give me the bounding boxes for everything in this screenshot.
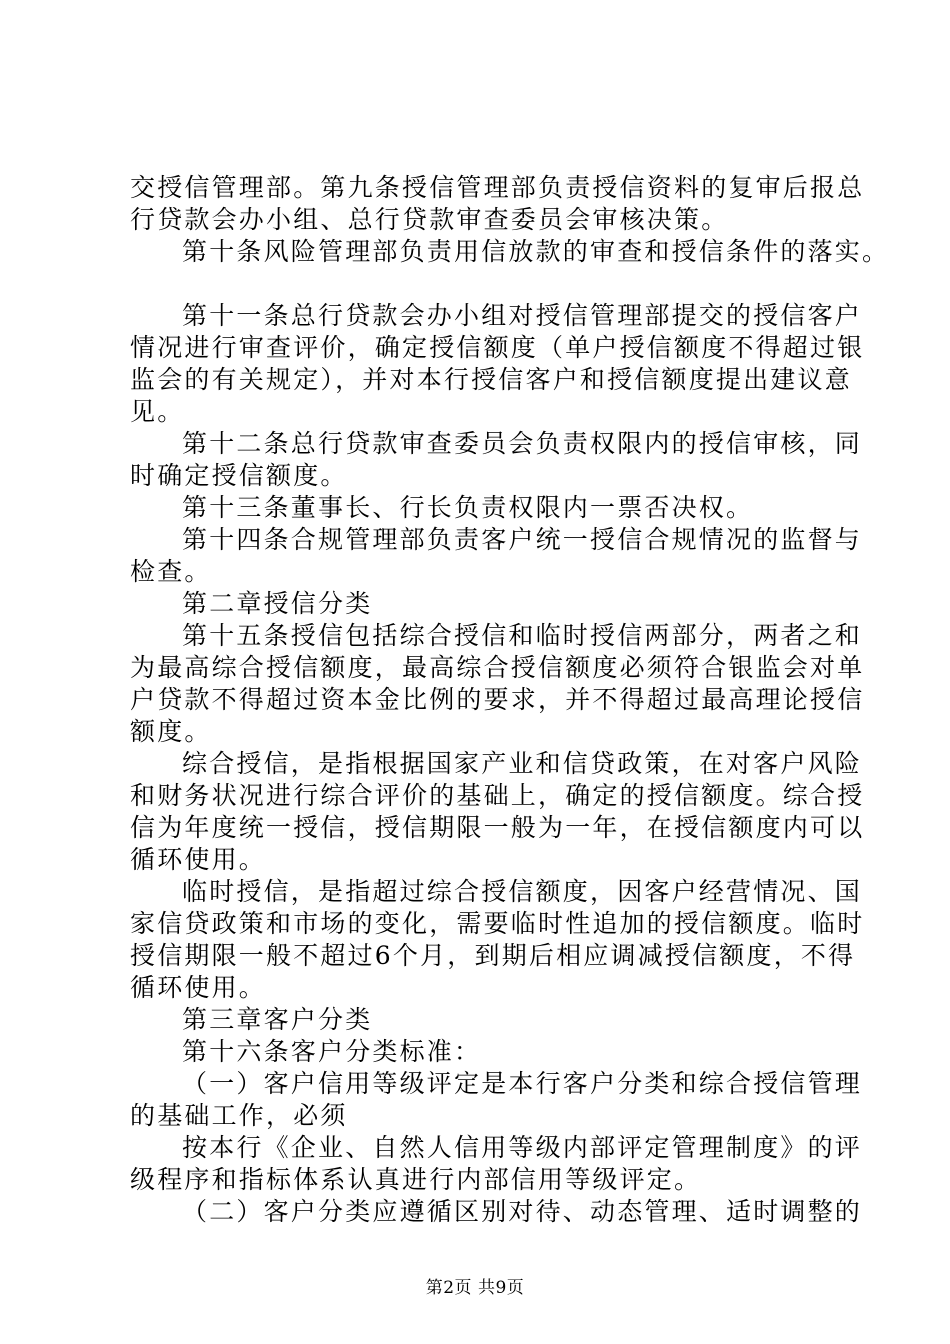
text-line: 户贷款不得超过资本金比例的要求，并不得超过最高理论授信 [130, 685, 865, 714]
text-line: 第十一条总行贷款会办小组对授信管理部提交的授信客户 [182, 301, 863, 330]
text-line: 和财务状况进行综合评价的基础上，确定的授信额度。综合授 [130, 781, 865, 810]
text-line: 第十二条总行贷款审查委员会负责权限内的授信审核，同 [182, 429, 863, 458]
text-line: 信为年度统一授信，授信期限一般为一年，在授信额度内可以 [130, 813, 865, 842]
text-line: 第十三条董事长、行长负责权限内一票否决权。 [182, 493, 754, 522]
chapter-heading: 第二章授信分类 [182, 589, 373, 618]
text-line: 循环使用。 [130, 973, 267, 1002]
text-line: （二）客户分类应遵循区别对待、动态管理、适时调整的 [182, 1197, 863, 1226]
chapter-heading: 第三章客户分类 [182, 1005, 373, 1034]
text-line: 的基础工作，必须 [130, 1101, 348, 1130]
text-line: 家信贷政策和市场的变化，需要临时性追加的授信额度。临时 [130, 909, 865, 938]
text-line: 检查。 [130, 557, 212, 586]
paragraph-gap [130, 268, 832, 300]
text-line: 时确定授信额度。 [130, 461, 348, 490]
text-line: （一）客户信用等级评定是本行客户分类和综合授信管理 [182, 1069, 863, 1098]
text-line: 行贷款会办小组、总行贷款审查委员会审核决策。 [130, 205, 729, 234]
text-line: 见。 [130, 397, 185, 426]
document-body [130, 172, 890, 1228]
text-line: 情况进行审查评价，确定授信额度（单户授信额度不得超过银 [130, 333, 865, 362]
text-line: 第十六条客户分类标准： [182, 1037, 482, 1066]
text-line: 监会的有关规定），并对本行授信客户和授信额度提出建议意 [130, 365, 852, 394]
text-line: 授信期限一般不超过6个月，到期后相应调减授信额度，不得 [130, 941, 856, 970]
text-line: 交授信管理部。第九条授信管理部负责授信资料的复审后报总 [130, 173, 865, 202]
text-line: 为最高综合授信额度，最高综合授信额度必须符合银监会对单 [130, 653, 865, 682]
text-line: 第十四条合规管理部负责客户统一授信合规情况的监督与 [182, 525, 863, 554]
text-line: 级程序和指标体系认真进行内部信用等级评定。 [130, 1165, 702, 1194]
text-line: 额度。 [130, 717, 212, 746]
page-footer: 第2页 共9页 [425, 1278, 525, 1298]
text-line: 第十条风险管理部负责用信放款的审查和授信条件的落实。 [182, 237, 890, 266]
text-line: 循环使用。 [130, 845, 267, 874]
text-line: 综合授信，是指根据国家产业和信贷政策，在对客户风险 [182, 749, 863, 778]
text-line: 临时授信，是指超过综合授信额度，因客户经营情况、国 [182, 877, 863, 906]
text-line: 第十五条授信包括综合授信和临时授信两部分，两者之和 [182, 621, 863, 650]
text-line: 按本行《企业、自然人信用等级内部评定管理制度》的评 [182, 1133, 863, 1162]
